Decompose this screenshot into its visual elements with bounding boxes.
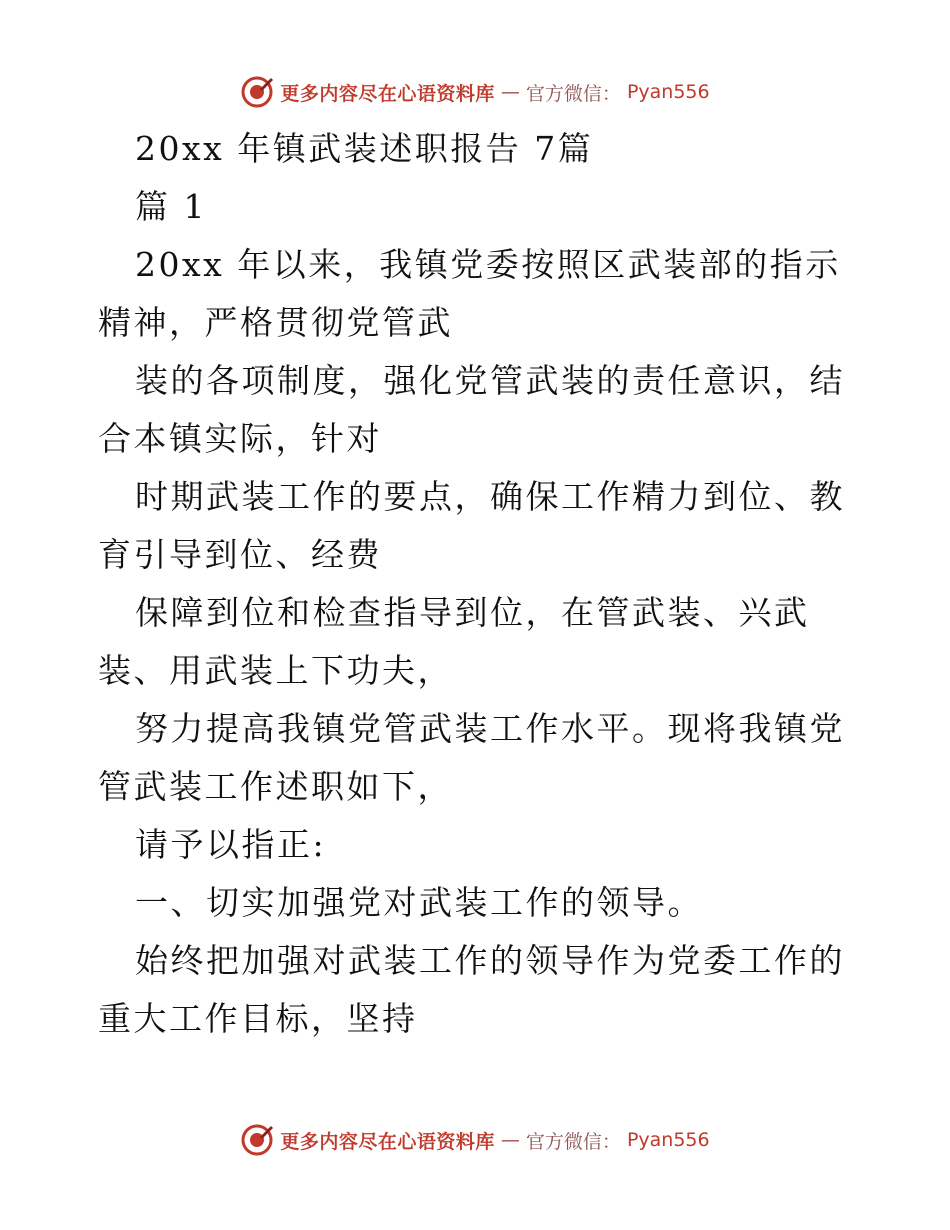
paragraph-4: 保障到位和检查指导到位，在管武装、兴武装、用武装上下功夫，: [98, 593, 810, 690]
paragraph-8: 始终把加强对武装工作的领导作为党委工作的重大工作目标，坚持: [98, 941, 845, 1038]
paragraph-6: 请予以指正:: [135, 825, 327, 864]
watermark-sub-text: 官方微信：: [525, 82, 621, 105]
watermark-sub-text: 官方微信：: [525, 1130, 621, 1153]
watermark-main-text: 更多内容尽在心语资料库: [280, 82, 495, 105]
header-watermark: [0, 72, 950, 112]
watermark-main-text: 更多内容尽在心语资料库: [280, 1130, 495, 1153]
watermark-wechat-id: Pyan556: [626, 1129, 710, 1151]
paragraph-2: 装的各项制度，强化党管武装的责任意识，结合本镇实际，针对: [98, 361, 845, 458]
footer-watermark: [0, 1120, 950, 1160]
paragraph-7: 一、切实加强党对武装工作的领导。: [135, 883, 703, 922]
paragraph-5: 努力提高我镇党管武装工作水平。现将我镇党管武装工作述职如下，: [98, 709, 845, 806]
watermark-dash: —: [500, 1129, 520, 1151]
pen-seal-logo-icon: [240, 1123, 274, 1157]
watermark-dash: —: [500, 81, 520, 103]
section-heading: 篇 1: [135, 187, 207, 226]
pen-seal-logo-icon: [240, 75, 274, 109]
paragraph-3: 时期武装工作的要点，确保工作精力到位、教育引导到位、经费: [98, 477, 845, 574]
watermark-wechat-id: Pyan556: [626, 81, 710, 103]
paragraph-1: 20xx 年以来，我镇党委按照区武装部的指示精神，严格贯彻党管武: [98, 245, 841, 342]
document-body: [98, 120, 858, 1048]
document-title: 20xx 年镇武装述职报告 7篇: [135, 129, 594, 168]
